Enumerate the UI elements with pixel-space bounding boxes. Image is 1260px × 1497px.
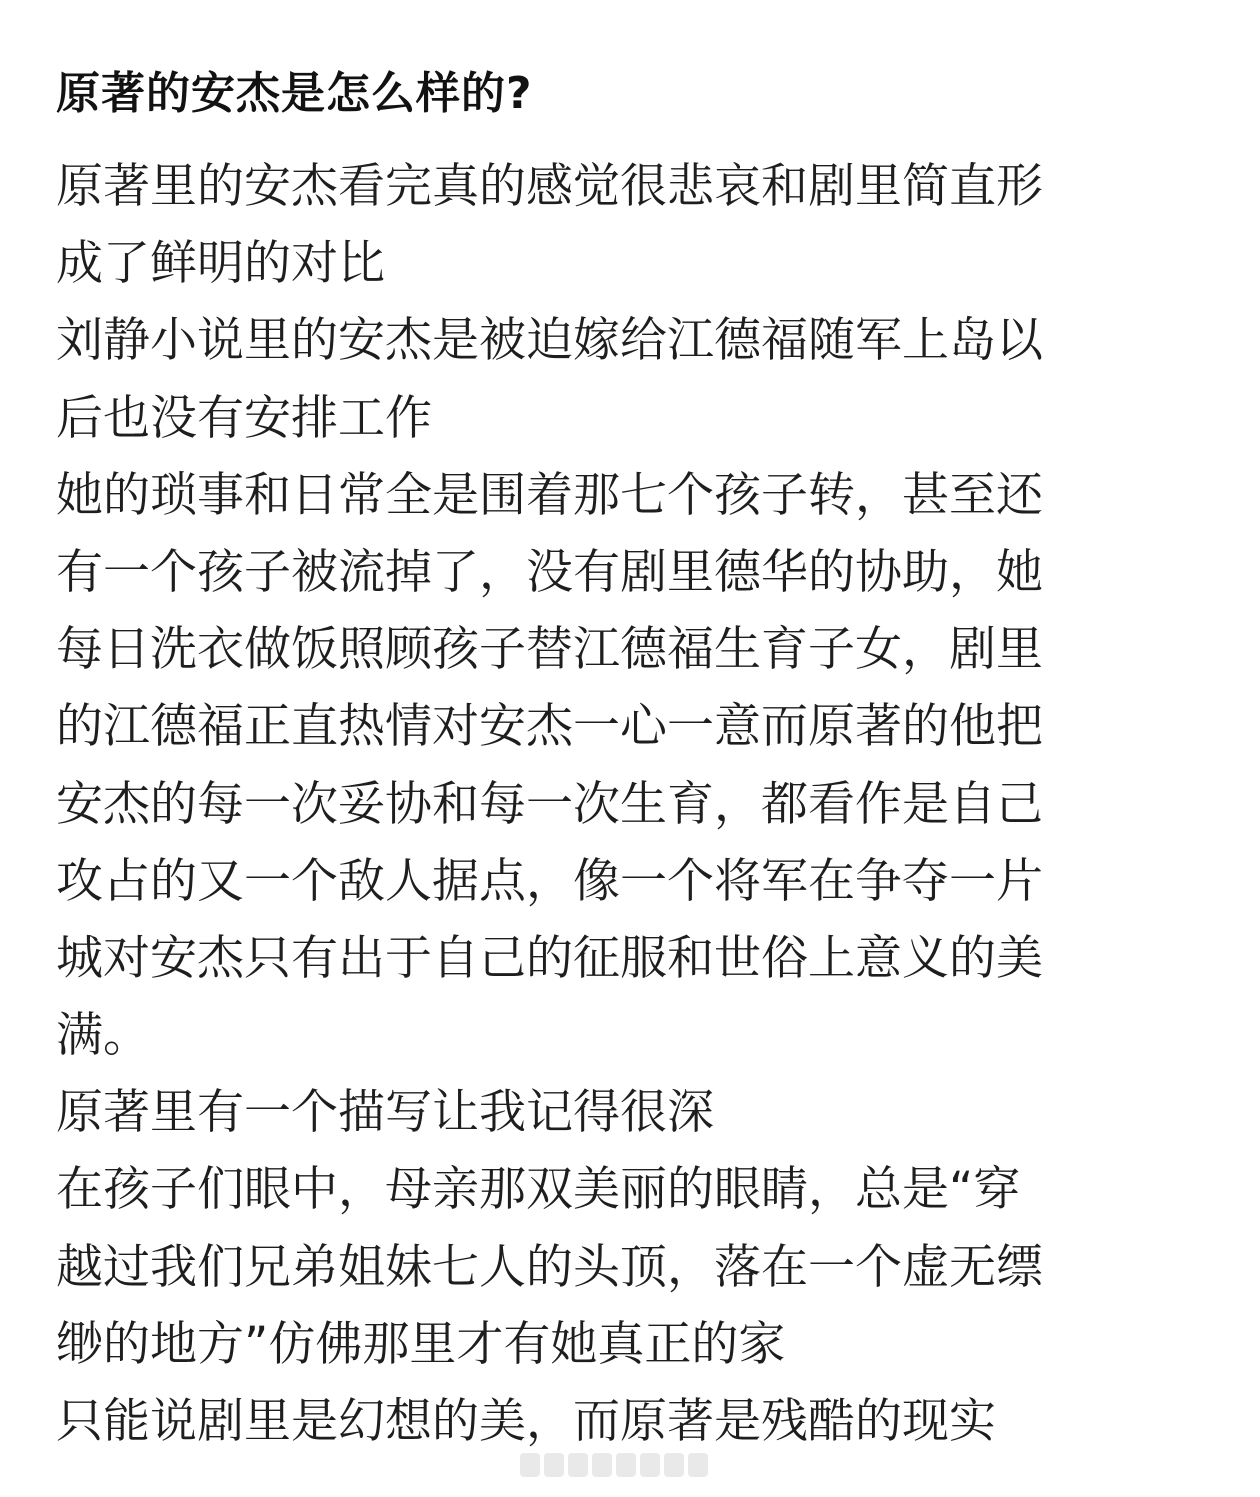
watermark-mark bbox=[640, 1453, 660, 1477]
watermark-mark bbox=[568, 1453, 588, 1477]
text-line: 只能说剧里是幻想的美，而原著是残酷的现实 bbox=[56, 1394, 996, 1449]
text-line: 她的琐事和日常全是围着那七个孩子转，甚至还 bbox=[56, 467, 1043, 523]
watermark-mark bbox=[688, 1453, 708, 1477]
text-line: 缈的地方”仿佛那里才有她真正的家 bbox=[56, 1316, 786, 1372]
watermark-mark bbox=[520, 1453, 540, 1477]
text-line: 在孩子们眼中，母亲那双美丽的眼睛，总是“穿 bbox=[56, 1162, 1021, 1218]
watermark-mark bbox=[544, 1453, 564, 1477]
text-line: 满。 bbox=[56, 1008, 150, 1064]
watermark-mark bbox=[616, 1453, 636, 1477]
text-line: 后也没有安排工作 bbox=[56, 390, 432, 446]
watermark-mark bbox=[592, 1453, 612, 1477]
text-line: 原著里的安杰看完真的感觉很悲哀和剧里简直形 bbox=[56, 159, 1043, 214]
answer-body bbox=[56, 148, 1176, 1460]
question-title: 原著的安杰是怎么样的? bbox=[56, 68, 533, 119]
text-line: 有一个孩子被流掉了，没有剧里德华的协助，她 bbox=[56, 544, 1043, 600]
watermark-mark bbox=[664, 1453, 684, 1477]
text-line: 的江德福正直热情对安杰一心一意而原著的他把 bbox=[56, 699, 1043, 755]
text-line: 越过我们兄弟姐妹七人的头顶，落在一个虚无缥 bbox=[56, 1239, 1043, 1295]
watermark bbox=[520, 1452, 708, 1478]
article bbox=[56, 52, 1176, 1460]
text-line: 安杰的每一次妥协和每一次生育，都看作是自己 bbox=[56, 776, 1043, 832]
text-line: 每日洗衣做饭照顾孩子替江德福生育子女，剧里 bbox=[56, 622, 1043, 678]
text-line: 刘静小说里的安杰是被迫嫁给江德福随军上岛以 bbox=[56, 313, 1043, 369]
text-line: 攻占的又一个敌人据点，像一个将军在争夺一片 bbox=[56, 853, 1043, 909]
text-line: 成了鲜明的对比 bbox=[56, 236, 385, 292]
text-line: 原著里有一个描写让我记得很深 bbox=[56, 1085, 714, 1141]
text-line: 城对安杰只有出于自己的征服和世俗上意义的美 bbox=[56, 930, 1043, 986]
